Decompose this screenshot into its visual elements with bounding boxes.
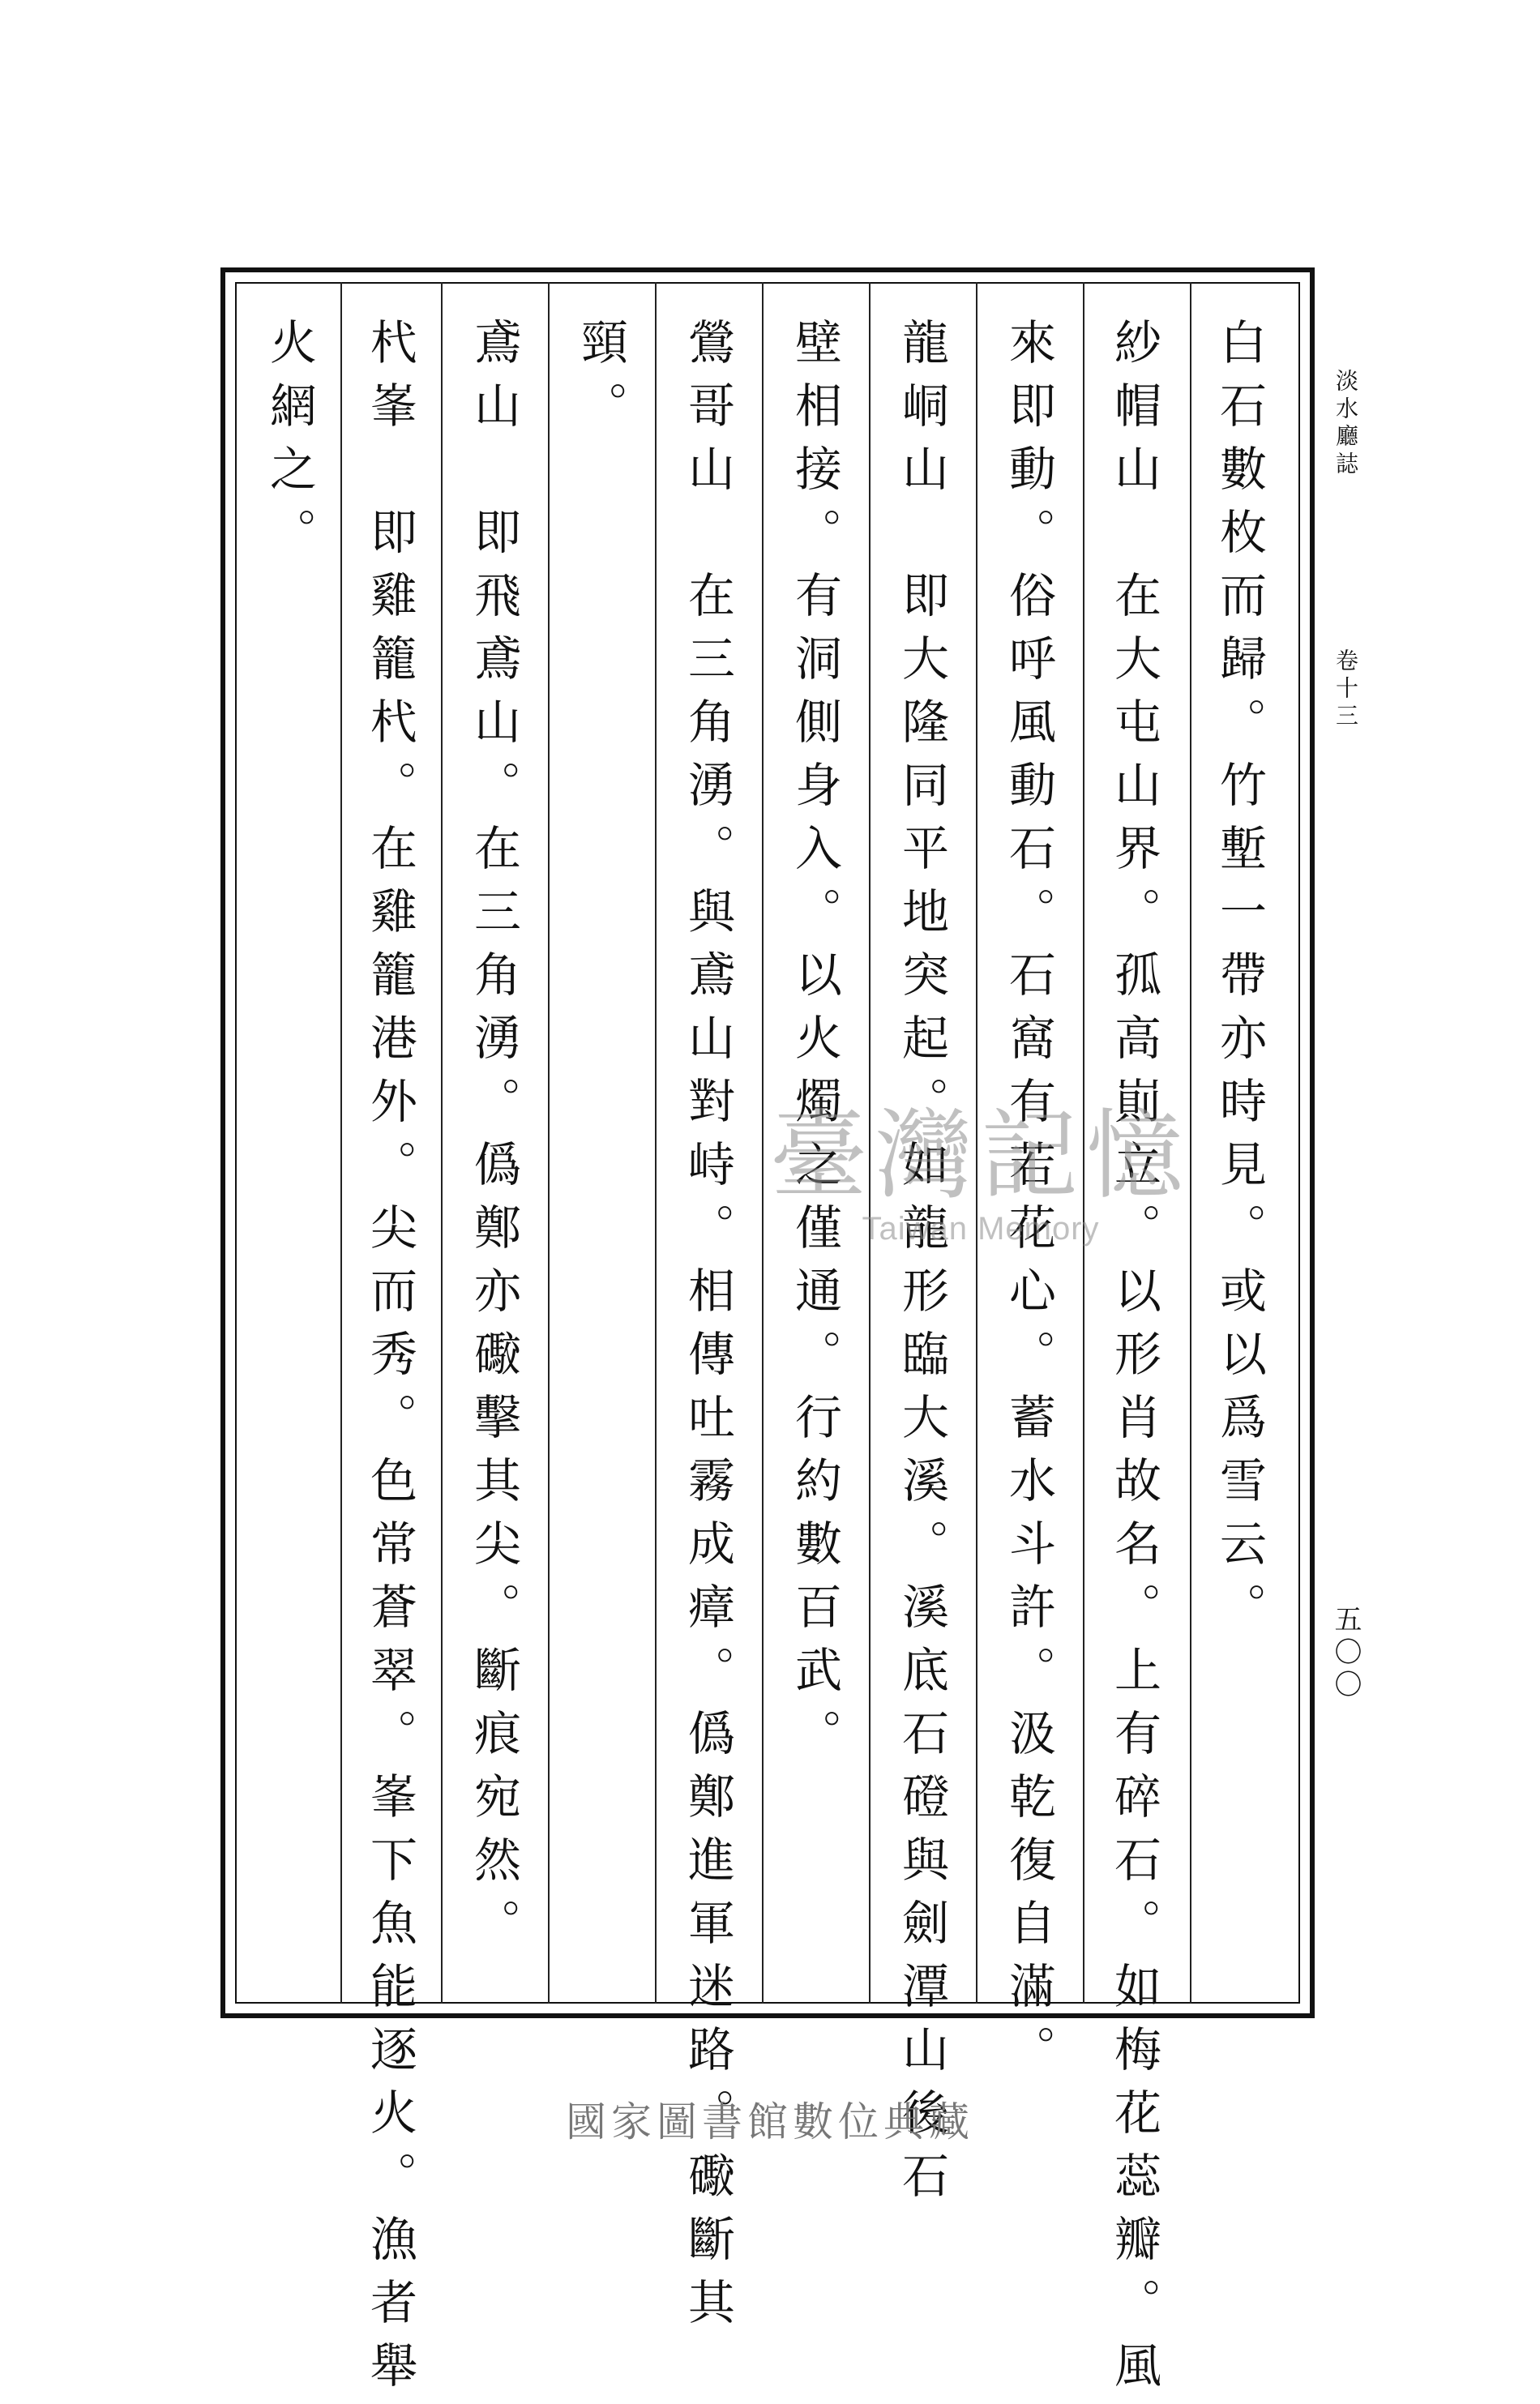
column-rule <box>548 282 550 2004</box>
text-column-7: 頸。 <box>573 318 628 444</box>
book-title: 淡水廳誌 <box>1333 369 1359 479</box>
watermark-subtitle: Taiwan Memory <box>862 1211 1100 1247</box>
column-rule <box>655 282 657 2004</box>
text-column-1: 白石數枚而歸。竹塹一帶亦時見。或以爲雪云。 <box>1212 318 1267 1645</box>
text-column-8: 鳶山 即飛鳶山。在三角湧。僞鄭亦礮擊其尖。斷痕宛然。 <box>466 318 521 1961</box>
column-rule <box>976 282 977 2004</box>
text-column-9: 杙峯 即雞籠杙。在雞籠港外。尖而秀。色常蒼翠。峯下魚能逐火。漁者舉 <box>362 318 417 2404</box>
text-column-10: 火網之。 <box>262 318 317 571</box>
column-rule <box>762 282 764 2004</box>
column-rule <box>869 282 871 2004</box>
text-column-2: 紗帽山 在大屯山界。孤高崱立。以形肖故名。上有碎石。如梅花蕊瓣。風 <box>1106 318 1161 2404</box>
text-column-6: 鶯哥山 在三角湧。與鳶山對峙。相傳吐霧成瘴。僞鄭進軍迷路。礮斷其 <box>680 318 735 2341</box>
watermark-title: 臺灣記憶 <box>770 1100 1191 1213</box>
volume-label: 卷十三 <box>1333 648 1359 731</box>
text-column-3: 來即動。俗呼風動石。石窩有若花心。蓄水斗許。汲乾復自滿。 <box>1001 318 1056 2088</box>
text-column-5: 壁相接。有洞側身入。以火燭之僅通。行約數百武。 <box>787 318 842 1772</box>
footer-credit: 國家圖書館數位典藏 <box>566 2098 974 2145</box>
column-rule <box>1083 282 1084 2004</box>
column-rule <box>340 282 342 2004</box>
page-number: 五〇〇 <box>1329 1605 1362 1702</box>
column-rule <box>441 282 443 2004</box>
text-column-4: 龍峒山 即大隆同平地突起。如龍形臨大溪。溪底石磴與劍潭山後石 <box>894 318 949 2214</box>
column-rule <box>1190 282 1191 2004</box>
